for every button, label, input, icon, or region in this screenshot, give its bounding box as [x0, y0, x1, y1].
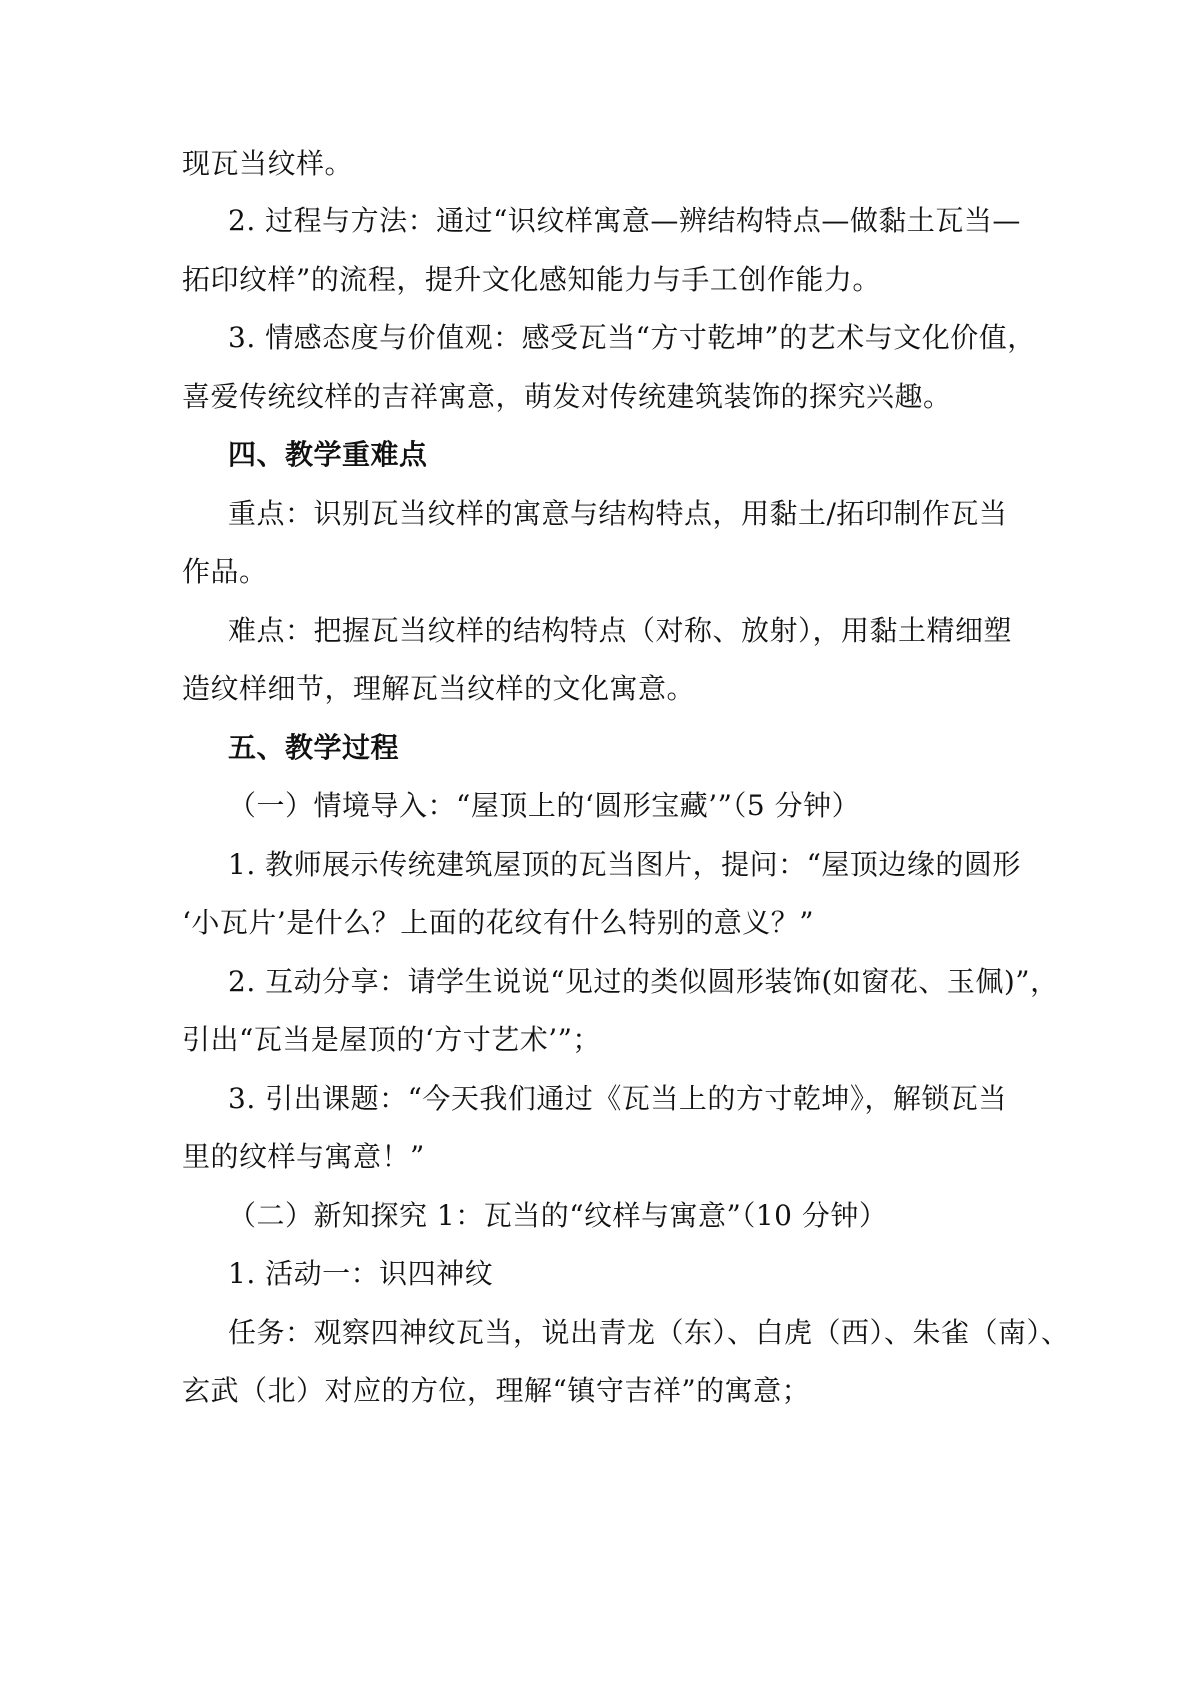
paragraph-line: 任务：观察四神纹瓦当，说出青龙（东）、白虎（西）、朱雀（南）、	[228, 1316, 1070, 1349]
subsection-heading: （一）情境导入：“屋顶上的‘圆形宝藏’”（5 分钟）	[228, 789, 861, 822]
paragraph-line: 3. 引出课题：“今天我们通过《瓦当上的方寸乾坤》，解锁瓦当	[228, 1082, 1007, 1115]
paragraph-line: 难点：把握瓦当纹样的结构特点（对称、放射），用黏土精细塑	[228, 614, 1013, 647]
paragraph-line: 现瓦当纹样。	[182, 147, 354, 180]
paragraph-line: 1. 教师展示传统建筑屋顶的瓦当图片，提问：“屋顶边缘的圆形	[228, 848, 1021, 881]
paragraph-line: 造纹样细节，理解瓦当纹样的文化寓意。	[182, 672, 696, 705]
paragraph-line: 里的纹样与寓意！”	[182, 1140, 425, 1173]
paragraph-line: 引出“瓦当是屋顶的‘方寸艺术’”；	[182, 1023, 601, 1056]
subsection-heading: （二）新知探究 1：瓦当的“纹样与寓意”（10 分钟）	[228, 1199, 888, 1232]
paragraph-line: 玄武（北）对应的方位，理解“镇守吉祥”的寓意；	[182, 1374, 811, 1407]
section-heading: 四、教学重难点	[228, 438, 428, 471]
document-page	[182, 0, 1070, 1697]
paragraph-line: 2. 过程与方法：通过“识纹样寓意—辨结构特点—做黏土瓦当—	[228, 204, 1021, 237]
section-heading: 五、教学过程	[228, 731, 400, 764]
paragraph-line: 作品。	[182, 555, 268, 588]
paragraph-line: 2. 互动分享：请学生说说“见过的类似圆形装饰(如窗花、玉佩)”，	[228, 965, 1059, 998]
paragraph-line: ‘小瓦片’是什么？上面的花纹有什么特别的意义？”	[182, 906, 815, 939]
paragraph-line: 1. 活动一：识四神纹	[228, 1257, 494, 1290]
paragraph-line: 拓印纹样”的流程，提升文化感知能力与手工创作能力。	[182, 263, 881, 296]
paragraph-line: 重点：识别瓦当纹样的寓意与结构特点，用黏土/拓印制作瓦当	[228, 497, 1008, 530]
paragraph-line: 3. 情感态度与价值观：感受瓦当“方寸乾坤”的艺术与文化价值，	[228, 321, 1036, 354]
paragraph-line: 喜爱传统纹样的吉祥寓意，萌发对传统建筑装饰的探究兴趣。	[182, 380, 952, 413]
